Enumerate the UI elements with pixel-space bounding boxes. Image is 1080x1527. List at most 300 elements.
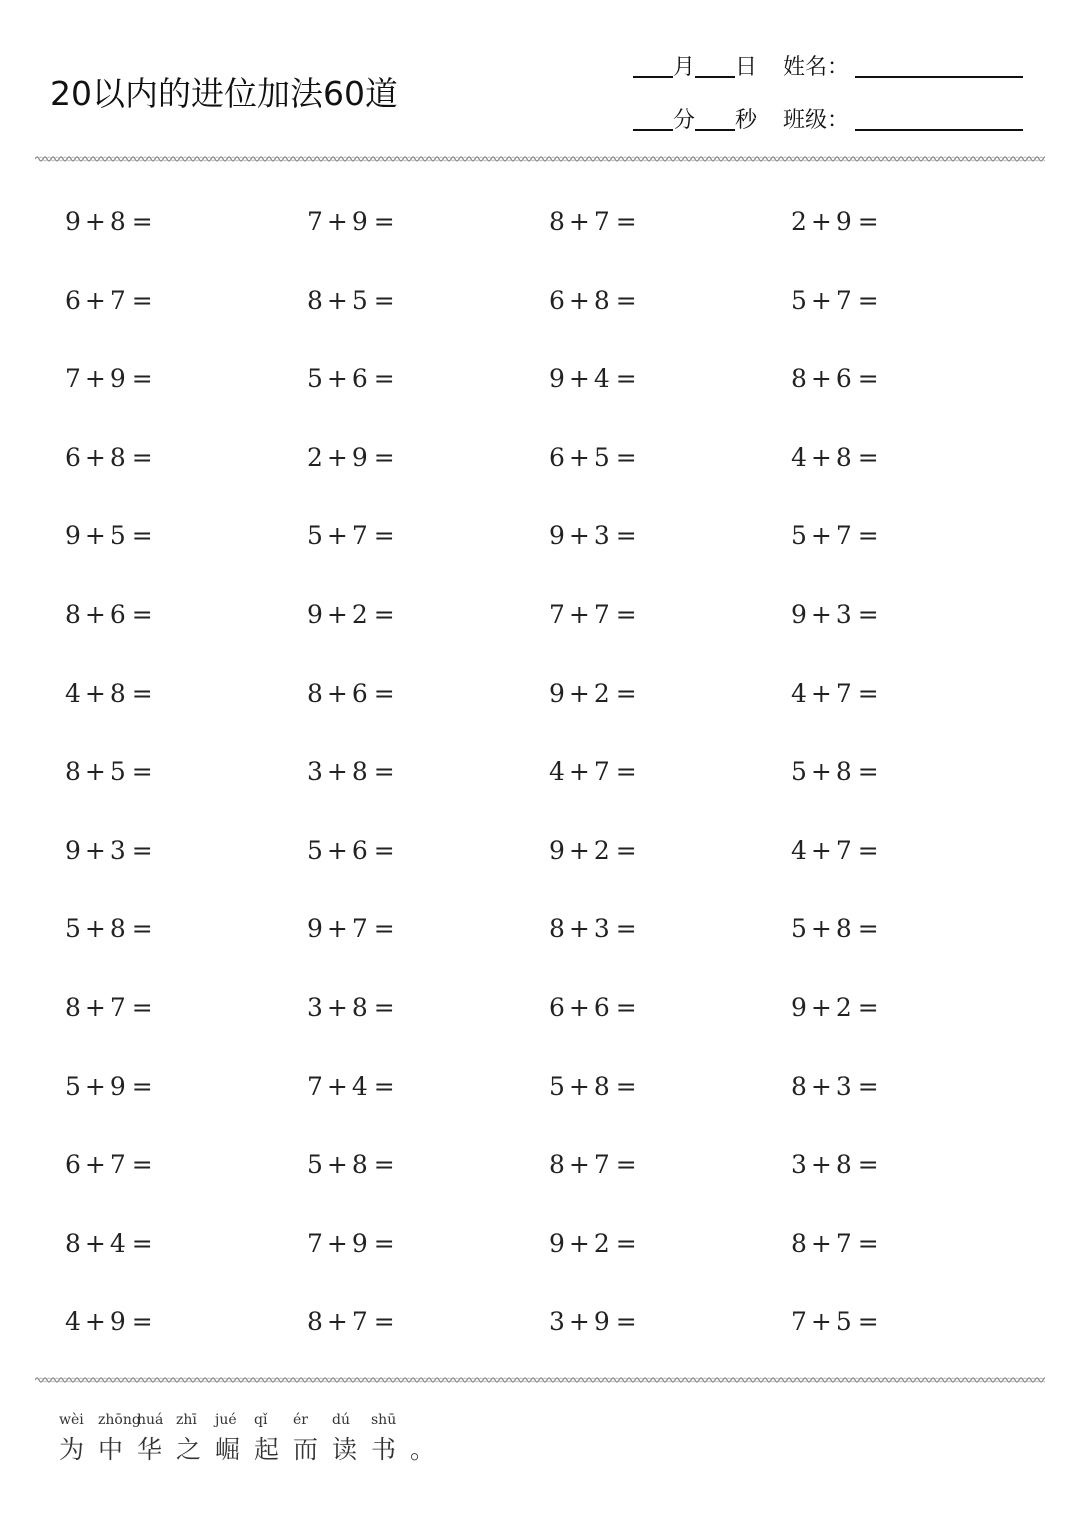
- addend-b: 4: [351, 1071, 368, 1101]
- equals-sign: =: [373, 207, 395, 236]
- problem-item: [549, 1072, 729, 1101]
- addend-b: 7: [835, 285, 852, 315]
- addend-a: 6: [65, 1150, 81, 1180]
- second-label: 秒: [735, 108, 758, 133]
- addend-b: 7: [835, 1228, 852, 1258]
- addend-a: 5: [307, 1150, 323, 1180]
- addend-b: 2: [593, 835, 610, 865]
- addend-b: 8: [351, 1150, 368, 1180]
- plus-sign: +: [568, 521, 590, 551]
- addend-b: 9: [835, 207, 852, 236]
- plus-sign: +: [84, 207, 106, 236]
- motto-character: 之: [176, 1435, 202, 1464]
- addend-a: 8: [65, 993, 81, 1022]
- equals-sign: =: [615, 678, 637, 708]
- problem-item: [307, 600, 487, 629]
- equals-sign: =: [131, 1228, 153, 1258]
- addend-b: 6: [835, 364, 852, 394]
- addend-a: 7: [307, 207, 323, 236]
- pinyin-syllable: wèi: [59, 1412, 84, 1428]
- equals-sign: =: [131, 835, 153, 865]
- equals-sign: =: [615, 1228, 637, 1258]
- addend-a: 7: [65, 364, 81, 394]
- equals-sign: =: [615, 1071, 637, 1101]
- plus-sign: +: [810, 835, 832, 865]
- pinyin-syllable: huá: [137, 1412, 164, 1428]
- addend-a: 3: [307, 993, 323, 1022]
- problem-item: [307, 521, 487, 550]
- addend-a: 6: [65, 442, 81, 472]
- plus-sign: +: [84, 285, 106, 315]
- plus-sign: +: [568, 914, 590, 944]
- equals-sign: =: [615, 442, 637, 472]
- problem-item: [65, 364, 245, 393]
- problem-item: [307, 364, 487, 393]
- equals-sign: =: [615, 285, 637, 315]
- addend-b: 8: [351, 757, 368, 787]
- name-label: 姓名：: [783, 55, 850, 80]
- plus-sign: +: [810, 993, 832, 1022]
- addend-b: 8: [593, 1071, 610, 1101]
- motto-character: 读: [332, 1435, 358, 1464]
- equals-sign: =: [373, 757, 395, 787]
- addend-a: 4: [549, 757, 565, 787]
- addend-b: 7: [835, 835, 852, 865]
- equals-sign: =: [615, 757, 637, 787]
- equals-sign: =: [373, 1228, 395, 1258]
- addend-a: 4: [65, 1307, 81, 1337]
- problem-item: [549, 836, 729, 865]
- plus-sign: +: [326, 914, 348, 944]
- name-blank[interactable]: [855, 76, 1023, 78]
- equals-sign: =: [373, 285, 395, 315]
- addend-b: 8: [351, 993, 368, 1022]
- addend-a: 5: [549, 1071, 565, 1101]
- pinyin-syllable: qǐ: [254, 1412, 268, 1428]
- addend-a: 4: [791, 442, 807, 472]
- plus-sign: +: [810, 1228, 832, 1258]
- addend-a: 9: [791, 600, 807, 629]
- plus-sign: +: [568, 1228, 590, 1258]
- plus-sign: +: [326, 1307, 348, 1337]
- addend-b: 8: [109, 207, 126, 236]
- pinyin-syllable: jué: [215, 1412, 237, 1428]
- addend-a: 8: [65, 1228, 81, 1258]
- time-row: [633, 103, 1023, 134]
- problem-item: [307, 443, 487, 472]
- addend-a: 9: [65, 835, 81, 865]
- problem-item: [65, 836, 245, 865]
- pinyin-syllable: dú: [332, 1412, 350, 1428]
- plus-sign: +: [810, 914, 832, 944]
- equals-sign: =: [373, 914, 395, 944]
- plus-sign: +: [326, 835, 348, 865]
- problem-item: [791, 914, 971, 943]
- addend-a: 5: [791, 757, 807, 787]
- plus-sign: +: [84, 993, 106, 1022]
- equals-sign: =: [615, 1150, 637, 1180]
- equals-sign: =: [373, 600, 395, 629]
- addend-b: 4: [593, 364, 610, 394]
- plus-sign: +: [84, 678, 106, 708]
- plus-sign: +: [810, 364, 832, 394]
- bottom-wavy-divider: [35, 1375, 1045, 1385]
- problem-item: [65, 207, 245, 236]
- addend-b: 8: [835, 442, 852, 472]
- plus-sign: +: [326, 1150, 348, 1180]
- addend-b: 7: [351, 914, 368, 944]
- addend-b: 9: [351, 1228, 368, 1258]
- plus-sign: +: [568, 757, 590, 787]
- day-blank[interactable]: [695, 76, 735, 78]
- equals-sign: =: [131, 1071, 153, 1101]
- addend-a: 9: [549, 835, 565, 865]
- addend-b: 7: [593, 1150, 610, 1180]
- equals-sign: =: [615, 993, 637, 1022]
- equals-sign: =: [857, 364, 879, 394]
- addend-a: 2: [307, 442, 323, 472]
- plus-sign: +: [326, 207, 348, 236]
- addend-a: 9: [791, 993, 807, 1022]
- problem-item: [307, 1307, 487, 1336]
- plus-sign: +: [84, 1071, 106, 1101]
- equals-sign: =: [373, 678, 395, 708]
- plus-sign: +: [568, 993, 590, 1022]
- addend-a: 6: [549, 285, 565, 315]
- addend-a: 4: [65, 678, 81, 708]
- equals-sign: =: [131, 678, 153, 708]
- plus-sign: +: [810, 1150, 832, 1180]
- equals-sign: =: [857, 600, 879, 629]
- plus-sign: +: [84, 1307, 106, 1337]
- plus-sign: +: [810, 678, 832, 708]
- plus-sign: +: [326, 285, 348, 315]
- problem-item: [791, 993, 971, 1022]
- problem-item: [791, 1150, 971, 1179]
- equals-sign: =: [131, 757, 153, 787]
- addend-b: 8: [835, 757, 852, 787]
- equals-sign: =: [131, 285, 153, 315]
- addend-b: 7: [593, 600, 610, 629]
- problem-item: [791, 443, 971, 472]
- plus-sign: +: [84, 364, 106, 394]
- plus-sign: +: [568, 1071, 590, 1101]
- addend-a: 7: [549, 600, 565, 629]
- addend-a: 5: [307, 521, 323, 551]
- addend-b: 6: [351, 835, 368, 865]
- motto-character: 为: [59, 1435, 85, 1464]
- addend-a: 6: [549, 993, 565, 1022]
- addend-b: 7: [109, 285, 126, 315]
- plus-sign: +: [568, 600, 590, 629]
- plus-sign: +: [326, 600, 348, 629]
- addend-b: 7: [593, 757, 610, 787]
- addend-a: 9: [307, 600, 323, 629]
- plus-sign: +: [568, 207, 590, 236]
- equals-sign: =: [857, 1150, 879, 1180]
- equals-sign: =: [615, 914, 637, 944]
- plus-sign: +: [326, 521, 348, 551]
- problem-item: [791, 364, 971, 393]
- addend-a: 8: [549, 207, 565, 236]
- addend-b: 3: [835, 1071, 852, 1101]
- problem-item: [65, 1072, 245, 1101]
- plus-sign: +: [568, 835, 590, 865]
- plus-sign: +: [810, 600, 832, 629]
- addend-b: 4: [109, 1228, 126, 1258]
- problem-item: [791, 679, 971, 708]
- problem-item: [791, 1072, 971, 1101]
- addend-a: 8: [307, 285, 323, 315]
- problem-item: [549, 1150, 729, 1179]
- day-label: 日: [735, 55, 758, 80]
- problem-item: [549, 443, 729, 472]
- plus-sign: +: [568, 1150, 590, 1180]
- equals-sign: =: [857, 993, 879, 1022]
- addend-b: 7: [109, 1150, 126, 1180]
- equals-sign: =: [857, 1307, 879, 1337]
- addend-b: 3: [593, 914, 610, 944]
- plus-sign: +: [568, 678, 590, 708]
- plus-sign: +: [568, 442, 590, 472]
- problem-item: [307, 836, 487, 865]
- problem-item: [791, 207, 971, 236]
- plus-sign: +: [84, 835, 106, 865]
- problem-item: [65, 286, 245, 315]
- addend-a: 3: [791, 1150, 807, 1180]
- equals-sign: =: [373, 1307, 395, 1337]
- equals-sign: =: [131, 600, 153, 629]
- problem-item: [65, 993, 245, 1022]
- equals-sign: =: [857, 442, 879, 472]
- addend-b: 7: [835, 521, 852, 551]
- addend-b: 8: [835, 1150, 852, 1180]
- motto-character: 中: [98, 1435, 124, 1464]
- addend-a: 8: [791, 1071, 807, 1101]
- pinyin-syllable: zhī: [176, 1412, 197, 1428]
- equals-sign: =: [857, 521, 879, 551]
- problem-item: [65, 914, 245, 943]
- addend-b: 7: [593, 207, 610, 236]
- equals-sign: =: [373, 364, 395, 394]
- equals-sign: =: [615, 835, 637, 865]
- addend-b: 2: [593, 1228, 610, 1258]
- addend-a: 9: [549, 678, 565, 708]
- addend-a: 9: [307, 914, 323, 944]
- addend-b: 6: [109, 600, 126, 629]
- addend-b: 8: [109, 914, 126, 944]
- minute-blank[interactable]: [633, 129, 673, 131]
- date-row: [633, 50, 1023, 81]
- addend-b: 7: [835, 678, 852, 708]
- problem-item: [549, 1229, 729, 1258]
- minute-label: 分: [673, 108, 696, 133]
- equals-sign: =: [131, 207, 153, 236]
- equals-sign: =: [857, 757, 879, 787]
- problem-item: [307, 1150, 487, 1179]
- addend-b: 3: [593, 521, 610, 551]
- problem-item: [307, 679, 487, 708]
- addend-a: 9: [549, 1228, 565, 1258]
- motto-character: 华: [137, 1435, 163, 1464]
- addend-b: 8: [593, 285, 610, 315]
- addend-b: 2: [351, 600, 368, 629]
- addend-a: 8: [791, 1228, 807, 1258]
- plus-sign: +: [810, 1307, 832, 1337]
- addend-a: 3: [307, 757, 323, 787]
- plus-sign: +: [326, 364, 348, 394]
- addend-a: 8: [549, 914, 565, 944]
- problem-item: [307, 757, 487, 786]
- equals-sign: =: [615, 207, 637, 236]
- problem-item: [549, 600, 729, 629]
- addend-b: 9: [593, 1307, 610, 1337]
- class-label: 班级：: [783, 108, 850, 133]
- problem-item: [791, 836, 971, 865]
- month-blank[interactable]: [633, 76, 673, 78]
- addend-a: 8: [307, 678, 323, 708]
- plus-sign: +: [326, 442, 348, 472]
- equals-sign: =: [373, 442, 395, 472]
- equals-sign: =: [373, 1071, 395, 1101]
- equals-sign: =: [373, 1150, 395, 1180]
- addend-b: 2: [593, 678, 610, 708]
- plus-sign: +: [810, 521, 832, 551]
- equals-sign: =: [131, 442, 153, 472]
- pinyin-syllable: zhōng: [98, 1412, 141, 1428]
- month-label: 月: [673, 55, 696, 80]
- equals-sign: =: [857, 678, 879, 708]
- plus-sign: +: [326, 757, 348, 787]
- problem-item: [307, 993, 487, 1022]
- addend-b: 7: [351, 521, 368, 551]
- problem-item: [549, 993, 729, 1022]
- problem-item: [549, 757, 729, 786]
- addend-b: 6: [351, 364, 368, 394]
- problem-item: [791, 1229, 971, 1258]
- plus-sign: +: [568, 285, 590, 315]
- addend-a: 5: [791, 914, 807, 944]
- plus-sign: +: [568, 1307, 590, 1337]
- equals-sign: =: [857, 1228, 879, 1258]
- second-blank[interactable]: [695, 129, 735, 131]
- plus-sign: +: [326, 678, 348, 708]
- plus-sign: +: [326, 1071, 348, 1101]
- class-blank[interactable]: [855, 129, 1023, 131]
- equals-sign: =: [373, 835, 395, 865]
- addend-a: 5: [65, 1071, 81, 1101]
- equals-sign: =: [131, 993, 153, 1022]
- plus-sign: +: [84, 600, 106, 629]
- problem-item: [549, 286, 729, 315]
- plus-sign: +: [810, 1071, 832, 1101]
- addend-a: 8: [65, 600, 81, 629]
- addend-a: 6: [65, 285, 81, 315]
- problem-item: [791, 1307, 971, 1336]
- equals-sign: =: [373, 993, 395, 1022]
- addend-b: 9: [351, 207, 368, 236]
- addend-b: 5: [351, 285, 368, 315]
- motto-character: 而: [293, 1435, 319, 1464]
- problem-item: [307, 1229, 487, 1258]
- plus-sign: +: [84, 757, 106, 787]
- addend-b: 5: [835, 1307, 852, 1337]
- problem-item: [791, 757, 971, 786]
- addend-a: 8: [549, 1150, 565, 1180]
- problem-item: [65, 1229, 245, 1258]
- addend-b: 8: [109, 678, 126, 708]
- addend-b: 5: [109, 757, 126, 787]
- problem-item: [791, 521, 971, 550]
- problem-item: [307, 914, 487, 943]
- addend-a: 5: [791, 285, 807, 315]
- problem-item: [65, 443, 245, 472]
- equals-sign: =: [857, 835, 879, 865]
- pinyin-syllable: shū: [371, 1412, 397, 1428]
- equals-sign: =: [615, 364, 637, 394]
- equals-sign: =: [131, 914, 153, 944]
- equals-sign: =: [373, 521, 395, 551]
- addend-b: 8: [109, 442, 126, 472]
- plus-sign: +: [84, 442, 106, 472]
- addend-a: 5: [791, 521, 807, 551]
- addend-a: 9: [65, 207, 81, 236]
- motto-character: 起: [254, 1435, 280, 1464]
- problem-item: [307, 286, 487, 315]
- problem-item: [65, 521, 245, 550]
- problem-item: [791, 286, 971, 315]
- problem-item: [549, 914, 729, 943]
- plus-sign: +: [810, 442, 832, 472]
- addend-b: 5: [593, 442, 610, 472]
- problem-item: [65, 1307, 245, 1336]
- addend-a: 2: [791, 207, 807, 236]
- addend-b: 7: [109, 993, 126, 1022]
- addend-a: 5: [65, 914, 81, 944]
- plus-sign: +: [810, 207, 832, 236]
- addend-a: 7: [791, 1307, 807, 1337]
- problem-item: [549, 521, 729, 550]
- plus-sign: +: [84, 1150, 106, 1180]
- page-title: 20以内的进位加法60道: [50, 74, 398, 113]
- problem-item: [65, 1150, 245, 1179]
- problem-item: [65, 600, 245, 629]
- addend-a: 4: [791, 835, 807, 865]
- equals-sign: =: [131, 364, 153, 394]
- plus-sign: +: [84, 1228, 106, 1258]
- problem-item: [307, 207, 487, 236]
- addend-b: 9: [351, 442, 368, 472]
- problem-item: [65, 679, 245, 708]
- addend-b: 7: [351, 1307, 368, 1337]
- equals-sign: =: [615, 521, 637, 551]
- plus-sign: +: [568, 364, 590, 394]
- motto-character: 崛: [215, 1435, 241, 1464]
- equals-sign: =: [615, 600, 637, 629]
- addend-b: 3: [109, 835, 126, 865]
- addend-a: 7: [307, 1071, 323, 1101]
- addend-a: 6: [549, 442, 565, 472]
- problem-item: [549, 1307, 729, 1336]
- addend-a: 9: [549, 521, 565, 551]
- addend-a: 9: [65, 521, 81, 551]
- equals-sign: =: [857, 914, 879, 944]
- addend-a: 9: [549, 364, 565, 394]
- problem-item: [549, 364, 729, 393]
- equals-sign: =: [857, 1071, 879, 1101]
- addend-a: 5: [307, 364, 323, 394]
- addend-b: 9: [109, 1307, 126, 1337]
